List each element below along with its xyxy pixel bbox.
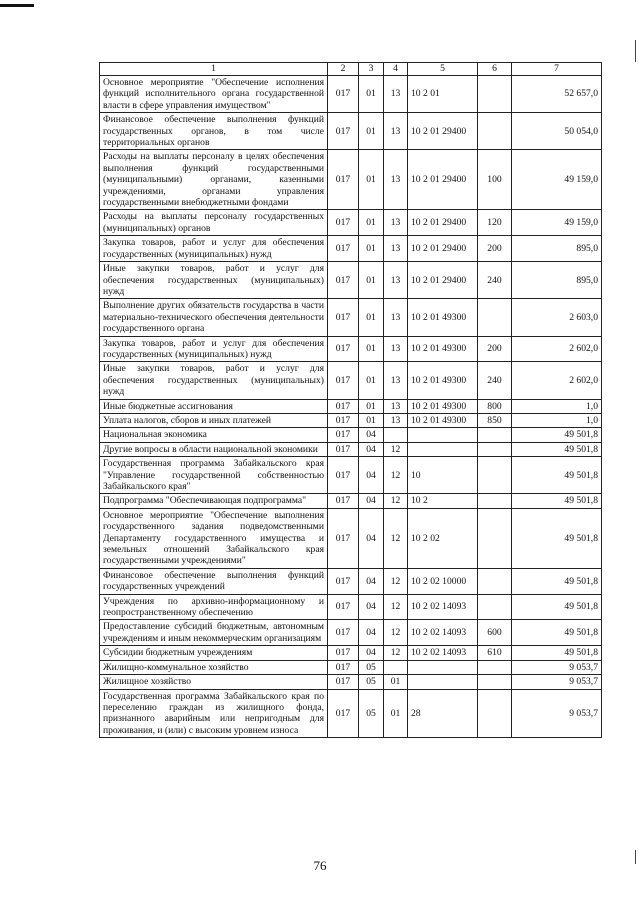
subsection-cell	[384, 428, 408, 442]
subsection-cell: 13	[384, 362, 408, 399]
amount-cell: 49 501,8	[512, 620, 602, 646]
subsection-cell: 13	[384, 150, 408, 210]
amount-cell: 49 501,8	[512, 646, 602, 660]
amount-cell: 9 053,7	[512, 689, 602, 738]
subsection-cell: 12	[384, 494, 408, 508]
subsection-cell: 01	[384, 689, 408, 738]
target-article-cell: 10 2 01 29400	[408, 236, 478, 262]
subsection-cell: 12	[384, 508, 408, 568]
subsection-cell: 12	[384, 620, 408, 646]
subsection-cell: 12	[384, 442, 408, 456]
section-cell: 04	[359, 494, 384, 508]
amount-cell: 895,0	[512, 236, 602, 262]
table-row	[100, 568, 602, 594]
row-name-cell: Расходы на выплаты персоналу государственных (муниципальных) органов	[100, 210, 328, 236]
admin-code-cell: 017	[328, 646, 359, 660]
row-name-cell: Жилищное хозяйство	[100, 675, 328, 689]
table-row	[100, 457, 602, 494]
subsection-cell: 12	[384, 646, 408, 660]
table-row	[100, 362, 602, 399]
target-article-cell: 10 2 02 14093	[408, 646, 478, 660]
row-name-cell: Иные закупки товаров, работ и услуг для обеспечения государственных (муниципальных) нужд	[100, 362, 328, 399]
subsection-cell: 13	[384, 399, 408, 413]
admin-code-cell: 017	[328, 413, 359, 427]
table-row	[100, 299, 602, 336]
table-row	[100, 113, 602, 150]
section-cell: 01	[359, 413, 384, 427]
table-row	[100, 336, 602, 362]
admin-code-cell: 017	[328, 457, 359, 494]
target-article-cell: 10 2 01 29400	[408, 210, 478, 236]
header-cell: 2	[328, 63, 359, 76]
page-number: 76	[313, 858, 327, 873]
section-cell: 04	[359, 568, 384, 594]
expense-type-cell: 850	[478, 413, 512, 427]
table-row	[100, 150, 602, 210]
row-name-cell: Субсидии бюджетным учреждениям	[100, 646, 328, 660]
row-name-cell: Выполнение других обязательств государства в части материально-технического обеспечения деятельности государственного органа	[100, 299, 328, 336]
header-cell: 1	[100, 63, 328, 76]
row-name-cell: Государственная программа Забайкальского края "Управление государственной собственностью Забайкальского края"	[100, 457, 328, 494]
admin-code-cell: 017	[328, 262, 359, 299]
subsection-cell: 13	[384, 113, 408, 150]
expense-type-cell: 240	[478, 262, 512, 299]
expense-type-cell: 100	[478, 150, 512, 210]
section-cell: 01	[359, 150, 384, 210]
target-article-cell: 10 2 02 14093	[408, 594, 478, 620]
row-name-cell: Закупка товаров, работ и услуг для обеспечения государственных (муниципальных) нужд	[100, 336, 328, 362]
amount-cell: 49 501,8	[512, 428, 602, 442]
row-name-cell: Подпрограмма "Обеспечивающая подпрограмма"	[100, 494, 328, 508]
amount-cell: 2 602,0	[512, 362, 602, 399]
row-name-cell: Основное мероприятие "Обеспечение выполнения государственного задания подведомственными Департаменту государственного имущества и земельных отношений Забайкальского края государственными учреждениями"	[100, 508, 328, 568]
section-cell: 04	[359, 620, 384, 646]
admin-code-cell: 017	[328, 76, 359, 113]
table-row	[100, 689, 602, 738]
amount-cell: 49 501,8	[512, 457, 602, 494]
admin-code-cell: 017	[328, 494, 359, 508]
row-name-cell: Основное мероприятие "Обеспечение исполнения функций исполнительного органа государственной власти в сфере управления имуществом"	[100, 76, 328, 113]
target-article-cell: 10 2 02	[408, 508, 478, 568]
section-cell: 04	[359, 646, 384, 660]
amount-cell: 49 501,8	[512, 442, 602, 456]
row-name-cell: Жилищно-коммунальное хозяйство	[100, 660, 328, 674]
amount-cell: 49 159,0	[512, 210, 602, 236]
subsection-cell: 01	[384, 675, 408, 689]
target-article-cell	[408, 442, 478, 456]
admin-code-cell: 017	[328, 675, 359, 689]
target-article-cell: 10 2 01 49300	[408, 399, 478, 413]
row-name-cell: Расходы на выплаты персоналу в целях обеспечения выполнения функций государственными (муниципальными) органами, казенными учреждениями, органами управления государственными внебюджетными фондами	[100, 150, 328, 210]
table-row	[100, 236, 602, 262]
subsection-cell: 12	[384, 594, 408, 620]
target-article-cell: 28	[408, 689, 478, 738]
expense-type-cell	[478, 660, 512, 674]
amount-cell: 9 053,7	[512, 675, 602, 689]
table-row	[100, 262, 602, 299]
amount-cell: 52 657,0	[512, 76, 602, 113]
table-row	[100, 675, 602, 689]
table-row	[100, 508, 602, 568]
section-cell: 01	[359, 262, 384, 299]
section-cell: 01	[359, 362, 384, 399]
table-row	[100, 428, 602, 442]
amount-cell: 49 501,8	[512, 494, 602, 508]
amount-cell: 1,0	[512, 399, 602, 413]
corner-scan-mark	[0, 4, 34, 7]
admin-code-cell: 017	[328, 620, 359, 646]
admin-code-cell: 017	[328, 336, 359, 362]
table-row	[100, 399, 602, 413]
row-name-cell: Финансовое обеспечение выполнения функций государственных органов, в том числе территориальных органов	[100, 113, 328, 150]
budget-table	[99, 62, 602, 738]
target-article-cell	[408, 675, 478, 689]
table-row	[100, 494, 602, 508]
admin-code-cell: 017	[328, 210, 359, 236]
table-row	[100, 620, 602, 646]
expense-type-cell	[478, 457, 512, 494]
expense-type-cell	[478, 594, 512, 620]
expense-type-cell: 200	[478, 236, 512, 262]
table-row	[100, 646, 602, 660]
row-name-cell: Учреждения по архивно-информационному и геопространственному обеспечению	[100, 594, 328, 620]
expense-type-cell	[478, 428, 512, 442]
section-cell: 01	[359, 236, 384, 262]
section-cell: 01	[359, 299, 384, 336]
table-header-row	[100, 63, 602, 76]
subsection-cell	[384, 660, 408, 674]
subsection-cell: 13	[384, 76, 408, 113]
expense-type-cell	[478, 76, 512, 113]
amount-cell: 49 501,8	[512, 594, 602, 620]
table-row	[100, 660, 602, 674]
row-name-cell: Иные бюджетные ассигнования	[100, 399, 328, 413]
admin-code-cell: 017	[328, 113, 359, 150]
row-name-cell: Уплата налогов, сборов и иных платежей	[100, 413, 328, 427]
section-cell: 04	[359, 457, 384, 494]
section-cell: 01	[359, 210, 384, 236]
row-name-cell: Национальная экономика	[100, 428, 328, 442]
target-article-cell: 10 2 01 29400	[408, 150, 478, 210]
admin-code-cell: 017	[328, 299, 359, 336]
amount-cell: 1,0	[512, 413, 602, 427]
row-name-cell: Закупка товаров, работ и услуг для обеспечения государственных (муниципальных) нужд	[100, 236, 328, 262]
section-cell: 01	[359, 336, 384, 362]
section-cell: 04	[359, 508, 384, 568]
amount-cell: 2 603,0	[512, 299, 602, 336]
amount-cell: 2 602,0	[512, 336, 602, 362]
admin-code-cell: 017	[328, 428, 359, 442]
header-cell: 6	[478, 63, 512, 76]
amount-cell: 49 501,8	[512, 568, 602, 594]
subsection-cell: 13	[384, 210, 408, 236]
target-article-cell: 10 2	[408, 494, 478, 508]
section-cell: 01	[359, 113, 384, 150]
amount-cell: 49 501,8	[512, 508, 602, 568]
admin-code-cell: 017	[328, 568, 359, 594]
expense-type-cell	[478, 113, 512, 150]
section-cell: 05	[359, 660, 384, 674]
table-row	[100, 442, 602, 456]
expense-type-cell	[478, 299, 512, 336]
header-cell: 5	[408, 63, 478, 76]
table-row	[100, 413, 602, 427]
expense-type-cell: 200	[478, 336, 512, 362]
table-row	[100, 210, 602, 236]
target-article-cell: 10 2 02 10000	[408, 568, 478, 594]
admin-code-cell: 017	[328, 362, 359, 399]
target-article-cell: 10 2 01	[408, 76, 478, 113]
subsection-cell: 13	[384, 413, 408, 427]
row-name-cell: Другие вопросы в области национальной экономики	[100, 442, 328, 456]
amount-cell: 895,0	[512, 262, 602, 299]
expense-type-cell	[478, 442, 512, 456]
expense-type-cell	[478, 494, 512, 508]
subsection-cell: 13	[384, 236, 408, 262]
expense-type-cell	[478, 508, 512, 568]
row-name-cell: Иные закупки товаров, работ и услуг для обеспечения государственных (муниципальных) нужд	[100, 262, 328, 299]
expense-type-cell	[478, 675, 512, 689]
expense-type-cell: 800	[478, 399, 512, 413]
expense-type-cell: 610	[478, 646, 512, 660]
target-article-cell	[408, 660, 478, 674]
section-cell: 04	[359, 428, 384, 442]
table-row	[100, 594, 602, 620]
admin-code-cell: 017	[328, 660, 359, 674]
expense-type-cell	[478, 689, 512, 738]
target-article-cell: 10 2 01 29400	[408, 113, 478, 150]
admin-code-cell: 017	[328, 150, 359, 210]
table-row	[100, 76, 602, 113]
subsection-cell: 13	[384, 336, 408, 362]
amount-cell: 49 159,0	[512, 150, 602, 210]
section-cell: 01	[359, 399, 384, 413]
expense-type-cell: 600	[478, 620, 512, 646]
target-article-cell: 10 2 01 49300	[408, 362, 478, 399]
admin-code-cell: 017	[328, 399, 359, 413]
target-article-cell: 10 2 01 49300	[408, 336, 478, 362]
section-cell: 05	[359, 675, 384, 689]
subsection-cell: 13	[384, 299, 408, 336]
expense-type-cell	[478, 568, 512, 594]
margin-mark-top	[635, 40, 636, 62]
row-name-cell: Государственная программа Забайкальского края по переселению граждан из жилищного фонда, признанного аварийным или непригодным для проживания, и (или) с высоким уровнем износа	[100, 689, 328, 738]
amount-cell: 9 053,7	[512, 660, 602, 674]
section-cell: 04	[359, 442, 384, 456]
expense-type-cell: 120	[478, 210, 512, 236]
header-cell: 3	[359, 63, 384, 76]
amount-cell: 50 054,0	[512, 113, 602, 150]
subsection-cell: 12	[384, 568, 408, 594]
target-article-cell: 10 2 02 14093	[408, 620, 478, 646]
subsection-cell: 13	[384, 262, 408, 299]
subsection-cell: 12	[384, 457, 408, 494]
admin-code-cell: 017	[328, 594, 359, 620]
admin-code-cell: 017	[328, 236, 359, 262]
section-cell: 04	[359, 594, 384, 620]
section-cell: 05	[359, 689, 384, 738]
target-article-cell: 10 2 01 49300	[408, 299, 478, 336]
target-article-cell	[408, 428, 478, 442]
row-name-cell: Предоставление субсидий бюджетным, автономным учреждениям и иным некоммерческим организациям	[100, 620, 328, 646]
row-name-cell: Финансовое обеспечение выполнения функций государственных учреждений	[100, 568, 328, 594]
section-cell: 01	[359, 76, 384, 113]
expense-type-cell: 240	[478, 362, 512, 399]
header-cell: 7	[512, 63, 602, 76]
admin-code-cell: 017	[328, 689, 359, 738]
target-article-cell: 10 2 01 49300	[408, 413, 478, 427]
target-article-cell: 10	[408, 457, 478, 494]
target-article-cell: 10 2 01 29400	[408, 262, 478, 299]
admin-code-cell: 017	[328, 508, 359, 568]
header-cell: 4	[384, 63, 408, 76]
admin-code-cell: 017	[328, 442, 359, 456]
